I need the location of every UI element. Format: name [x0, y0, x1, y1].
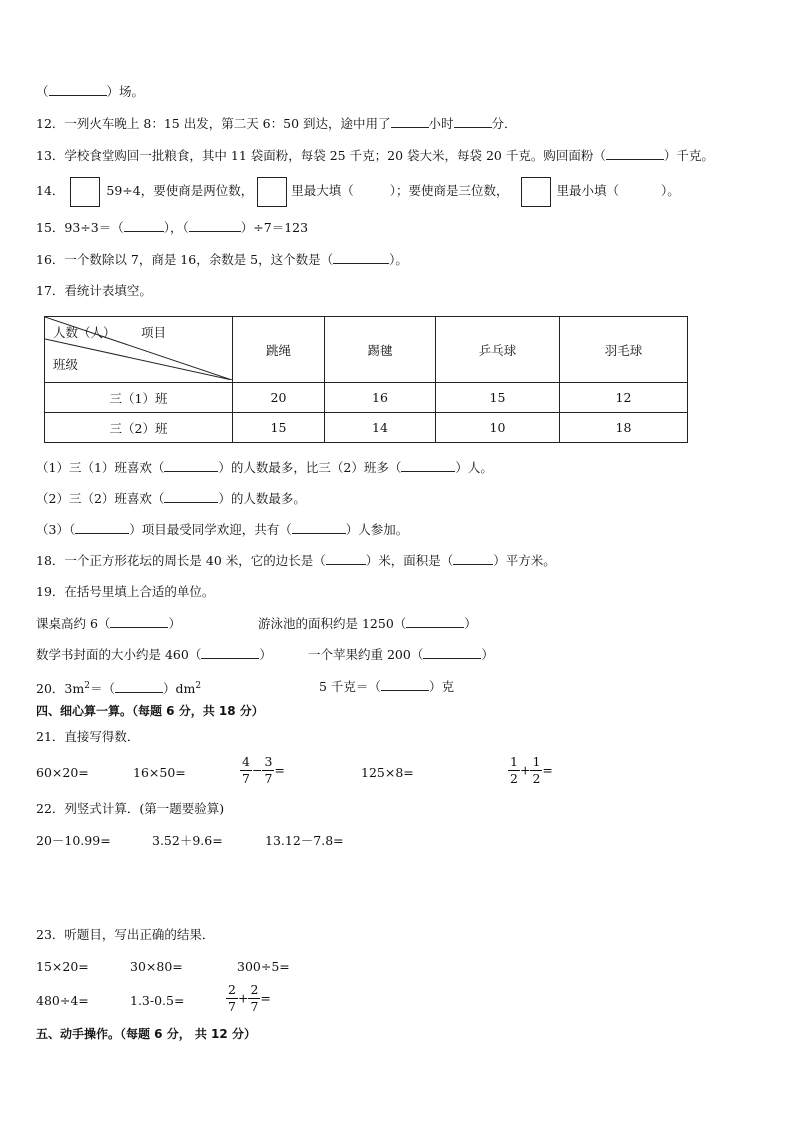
q21-expr-3: $\frac{4}{7}$ − $\frac{3}{7}$ = [242, 754, 285, 786]
table-cell: 14 [325, 413, 436, 443]
q19-item-pool: 游泳池的面积约是 1250（ ） [258, 616, 477, 631]
question-19: 19．在括号里填上合适的单位。 [36, 584, 215, 599]
header-cell: 踢毽 [325, 317, 436, 383]
header-cell: 羽毛球 [560, 317, 688, 383]
question-15: 15．93÷3＝（ ），（ ）÷7＝123 [36, 220, 309, 235]
q22-expr-2: 3.52＋9.6= [152, 833, 223, 848]
digit-box[interactable] [70, 177, 100, 207]
q23-expr-6: $\frac{2}{7}$ + $\frac{2}{7}$ = [228, 982, 271, 1014]
table-cell: 16 [325, 383, 436, 413]
answer-blank[interactable] [406, 614, 464, 628]
question-13: 13．学校食堂购回一批粮食，其中 11 袋面粉，每袋 25 千克；20 袋大米，每袋 20 千克。购回面粉（ ）千克。 [36, 148, 714, 163]
question-14: 14． 59÷4，要使商是两位数， 里最大填（ ）；要使商是三位数， 里最小填（ ）。 [36, 176, 680, 207]
answer-blank[interactable] [606, 146, 664, 160]
section-4-heading: 四、细心算一算。（每题 6 分，共 18 分） [36, 704, 264, 718]
question-23: 23．听题目，写出正确的结果． [36, 927, 215, 942]
statistics-table [44, 316, 688, 443]
answer-blank[interactable] [454, 114, 492, 128]
fraction: $\frac{1}{2}$ [532, 754, 541, 786]
q21-expr-5: $\frac{1}{2}$ + $\frac{1}{2}$ = [510, 754, 553, 786]
q19-item-book: 数学书封面的大小约是 460（ ） [36, 647, 272, 662]
question-21: 21．直接写得数． [36, 729, 140, 744]
question-17: 17．看统计表填空。 [36, 283, 152, 298]
answer-blank[interactable] [401, 458, 455, 472]
question-16: 16．一个数除以 7，商是 16，余数是 5，这个数是（ ）。 [36, 252, 408, 267]
q22-expr-1: 20－10.99= [36, 833, 111, 848]
table-cell: 15 [233, 413, 325, 443]
answer-blank[interactable] [292, 520, 346, 534]
corner-label-class: 班级 [53, 357, 79, 372]
header-cell: 跳绳 [233, 317, 325, 383]
question-18: 18．一个正方形花坛的周长是 40 米，它的边长是（ ）米，面积是（ ）平方米。 [36, 553, 556, 568]
answer-blank[interactable] [115, 679, 163, 693]
table-cell: 18 [560, 413, 688, 443]
answer-blank[interactable] [124, 218, 164, 232]
answer-blank[interactable] [391, 114, 429, 128]
q22-expr-3: 13.12－7.8= [265, 833, 344, 848]
question-17-part-3: （3）（ ）项目最受同学欢迎，共有（ ）人参加。 [36, 522, 409, 537]
q11-tail: （ ）场。 [36, 84, 145, 99]
row-label: 三（1）班 [45, 383, 233, 413]
corner-label-item: 项目 [141, 325, 167, 340]
fraction: $\frac{4}{7}$ [242, 754, 250, 786]
q21-expr-1: 60×20= [36, 765, 89, 780]
fraction: $\frac{1}{2}$ [510, 754, 518, 786]
answer-blank[interactable] [423, 645, 481, 659]
section-5-heading: 五、动手操作。（每题 6 分， 共 12 分） [36, 1027, 256, 1041]
row-label: 三（2）班 [45, 413, 233, 443]
question-22: 22．列竖式计算．(第一题要验算) [36, 801, 225, 816]
fraction: $\frac{2}{7}$ [250, 982, 259, 1014]
q19-item-desk: 课桌高约 6（ ） [36, 616, 181, 631]
corner-label-count: 人数（人） [53, 325, 116, 340]
digit-box[interactable] [521, 177, 551, 207]
question-12: 12．一列火车晚上 8：15 出发，第二天 6：50 到达，途中用了 小时 分． [36, 116, 517, 131]
q21-expr-4: 125×8= [361, 765, 414, 780]
table-cell: 15 [436, 383, 560, 413]
answer-blank[interactable] [164, 458, 218, 472]
answer-blank[interactable] [326, 551, 366, 565]
table-row [45, 383, 688, 413]
header-cell: 乒乓球 [436, 317, 560, 383]
table-row [45, 413, 688, 443]
answer-blank[interactable] [49, 82, 107, 96]
q23-expr-2: 30×80= [130, 959, 183, 974]
answer-blank[interactable] [110, 614, 168, 628]
table-corner-cell [45, 317, 233, 383]
answer-blank[interactable] [164, 489, 218, 503]
q19-item-apple: 一个苹果约重 200（ ） [308, 647, 494, 662]
table-cell: 20 [233, 383, 325, 413]
question-17-part-2: （2）三（2）班喜欢（ ）的人数最多。 [36, 491, 306, 506]
question-20-weight: 5 千克＝（ ）克 [319, 679, 454, 694]
answer-blank[interactable] [333, 250, 389, 264]
fraction: $\frac{3}{7}$ [264, 754, 273, 786]
question-20-area: 20．$3m^2=$（ ）$dm^2$ [36, 681, 202, 697]
question-17-part-1: （1）三（1）班喜欢（ ）的人数最多，比三（2）班多（ ）人。 [36, 460, 493, 475]
q23-expr-4: 480÷4= [36, 993, 89, 1008]
answer-blank[interactable] [453, 551, 493, 565]
answer-blank[interactable] [189, 218, 241, 232]
q23-expr-3: 300÷5= [237, 959, 290, 974]
q23-expr-1: 15×20= [36, 959, 89, 974]
answer-blank[interactable] [201, 645, 259, 659]
answer-blank[interactable] [75, 520, 129, 534]
digit-box[interactable] [257, 177, 287, 207]
q23-expr-5: 1.3-0.5= [130, 993, 185, 1008]
q21-expr-2: 16×50= [133, 765, 186, 780]
fraction: $\frac{2}{7}$ [228, 982, 236, 1014]
answer-blank[interactable] [381, 677, 429, 691]
table-cell: 10 [436, 413, 560, 443]
table-cell: 12 [560, 383, 688, 413]
